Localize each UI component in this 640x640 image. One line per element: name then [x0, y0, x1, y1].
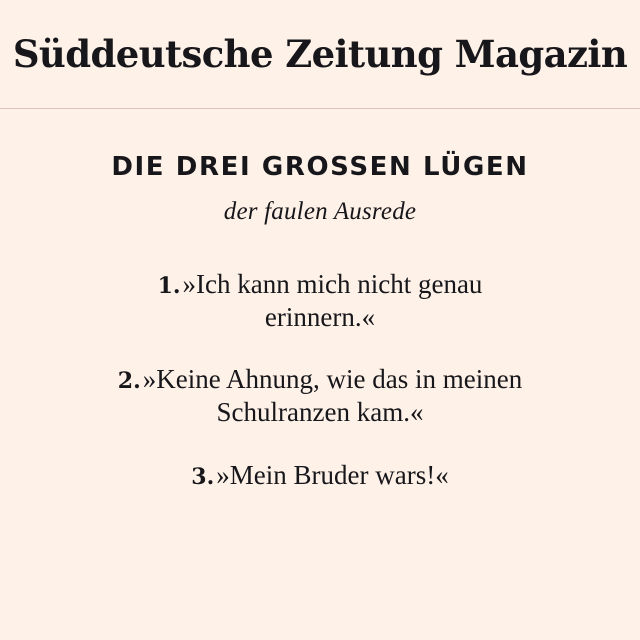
list-item-number: 2.	[117, 368, 141, 395]
lies-list	[40, 268, 600, 493]
page-subtitle: der faulen Ausrede	[223, 197, 417, 225]
main-content	[0, 109, 640, 532]
list-item-text: »Mein Bruder wars!«	[216, 460, 449, 491]
list-item	[40, 268, 600, 334]
bottom-spacer	[40, 492, 600, 532]
list-item	[40, 459, 600, 492]
publication-title: Süddeutsche Zeitung Magazin	[12, 31, 628, 76]
list-item-text: »Ich kann mich nicht genau erinnern.«	[182, 268, 483, 332]
list-item-number: 1.	[157, 272, 181, 299]
list-item-text: »Keine Ahnung, wie das in meinen Schulranzen kam.«	[142, 364, 523, 428]
masthead	[0, 0, 640, 108]
list-item-number: 3.	[191, 464, 215, 491]
page-title: DIE DREI GROSSEN LÜGEN	[111, 152, 529, 182]
list-item	[40, 363, 600, 429]
